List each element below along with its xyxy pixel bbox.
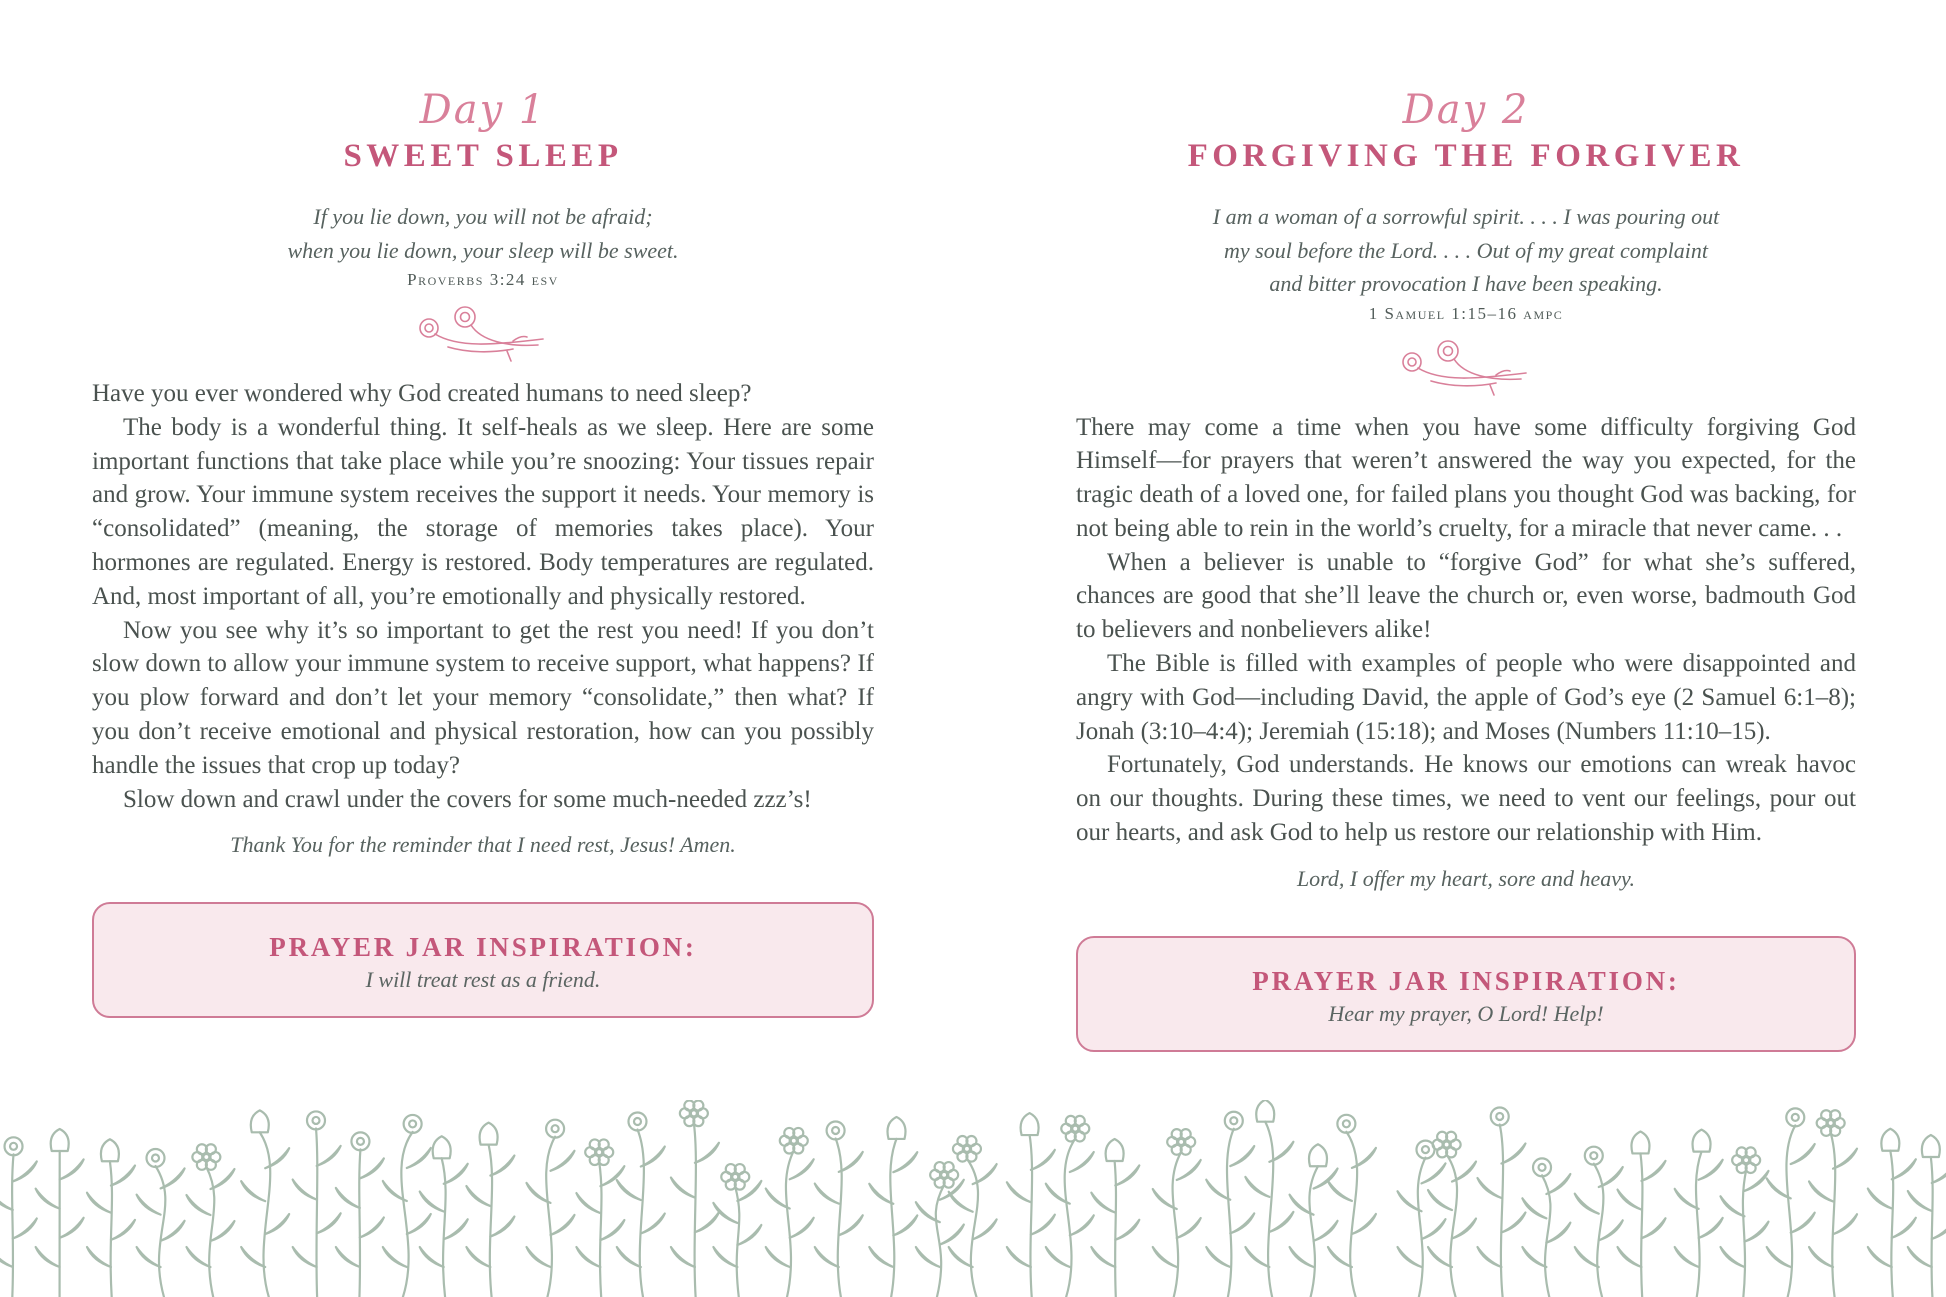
closing-prayer: Thank You for the reminder that I need rest, Jesus! Amen. — [230, 832, 736, 858]
body-paragraph: Now you see why it’s so important to get the rest you need! If you don’t slow down to allow your immune system to receive support, what happens? If you plow forward and don’t let your memory “consolidate,” then what? If you don’t receive emotional and physical restoration, how can you possibly handle the issues that crop up today? — [92, 616, 874, 779]
prayer-jar-text: Hear my prayer, O Lord! Help! — [1328, 1000, 1604, 1026]
verse-line: my soul before the Lord. . . . Out of my great complaint — [1224, 237, 1708, 263]
closing-prayer: Lord, I offer my heart, sore and heavy. — [1296, 865, 1636, 891]
devotion-body — [1076, 411, 1856, 850]
verse-line: when you lie down, your sleep will be sweet. — [287, 237, 679, 263]
body-paragraph: Fortunately, God understands. He knows our emotions can wreak havoc on our thoughts. During these times, we need to vent our feelings, pour out our hearts, and ask God to help us restore our relationship with Him. — [1076, 751, 1856, 847]
scripture-reference: Proverbs 3:24 esv — [407, 270, 559, 289]
prayer-jar-box — [1076, 936, 1856, 1052]
devotion-title: SWEET SLEEP — [343, 138, 623, 174]
devotion-title: FORGIVING THE FORGIVER — [1187, 138, 1745, 174]
verse-line: and bitter provocation I have been speaking. — [1269, 271, 1663, 296]
prayer-jar-title: PRAYER JAR INSPIRATION: — [1252, 965, 1680, 996]
body-paragraph: There may come a time when you have some difficulty forgiving God Himself—for prayers that weren’t answered the way you expected, for the tragic death of a loved one, for failed plans you thought God was backing, for not being able to rein in the world’s cruelty, for a miracle that never came. . . — [1076, 413, 1856, 542]
prayer-jar-text: I will treat rest as a friend. — [365, 967, 601, 993]
flower-ornament-icon — [1396, 337, 1536, 397]
prayer-jar-title: PRAYER JAR INSPIRATION: — [269, 932, 697, 963]
scripture-reference: 1 Samuel 1:15–16 ampc — [1368, 303, 1564, 323]
day-label: Day 2 — [1402, 87, 1530, 133]
body-paragraph: Have you ever wondered why God created humans to need sleep? — [92, 380, 752, 407]
body-paragraph: The body is a wonderful thing. It self-heals as we sleep. Here are some important functions that take place while you’re snoozing: Your tissues repair and grow. Your immune system receives the support it needs. Your memory is “consolidated” (meaning, the storage of memories takes place). Your hormones are regulated. Energy is restored. Body temperatures are regulated. And, most important of all, you’re emotionally and physically restored. — [92, 413, 874, 610]
body-paragraph: When a believer is unable to “forgive God” for what she’s suffered, chances are good that she’ll leave the church or, even worse, badmouth God to believers and nonbelievers alike! — [1076, 548, 1856, 644]
scripture-verse — [1076, 200, 1856, 301]
flower-ornament-icon — [413, 303, 553, 363]
verse-line: If you lie down, you will not be afraid; — [313, 204, 653, 229]
prayer-jar-box — [92, 902, 874, 1018]
floral-border-illustration — [0, 1100, 1946, 1297]
devotion-body — [92, 377, 874, 816]
day-label: Day 1 — [419, 87, 547, 133]
verse-line: I am a woman of a sorrowful spirit. . . . I was pouring out — [1212, 204, 1720, 229]
body-paragraph: Slow down and crawl under the covers for some much-needed zzz’s! — [123, 785, 812, 813]
body-paragraph: The Bible is filled with examples of people who were disappointed and angry with God—including David, the apple of God’s eye (2 Samuel 6:1–8); Jonah (3:10–4:4); Jeremiah (15:18); and Moses (Numbers 11:10–15). — [1076, 650, 1856, 745]
scripture-verse — [92, 200, 874, 267]
